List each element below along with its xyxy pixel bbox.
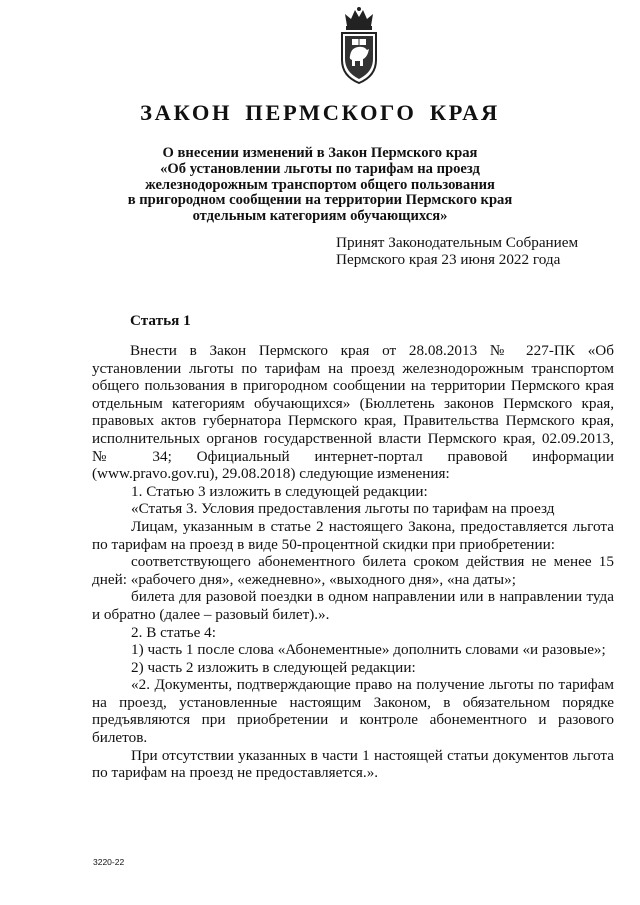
article-paragraph: билета для разовой поездки в одном направлении или в направлении туда и обратно (далее – разовый билет).». <box>92 588 614 623</box>
article-paragraph: Лицам, указанным в статье 2 настоящего Закона, предоставляется льгота по тарифам на проезд в виде 50-процентной скидки при приобретении: <box>92 517 614 553</box>
subtitle-line: железнодорожным транспортом общего пользования <box>145 176 495 193</box>
adoption-note <box>336 235 578 268</box>
article-paragraph: «2. Документы, подтверждающие право на получение льготы по тарифам на проезд, установленные настоящим Законом, в обязательном порядке предъявляются при приобретении и контроле абонементного и разового билетов. <box>92 676 614 747</box>
document-code: 3220-22 <box>93 857 125 867</box>
adoption-line: Пермского края 23 июня 2022 года <box>336 250 561 268</box>
perm-krai-coat-of-arms-emblem <box>336 6 382 86</box>
law-title: ЗАКОН ПЕРМСКОГО КРАЯ <box>140 100 500 125</box>
article-paragraph: «Статья 3. Условия предоставления льготы по тарифам на проезд <box>131 500 555 518</box>
law-subtitle <box>0 146 640 225</box>
article-paragraph: При отсутствии указанных в части 1 настоящей статьи документов льгота по тарифам на проезд не предоставляется.». <box>92 746 614 782</box>
article-paragraph: 2. В статье 4: <box>131 623 216 641</box>
subtitle-line: «Об установлении льготы по тарифам на проезд <box>160 160 480 177</box>
subtitle-line: О внесении изменений в Закон Пермского края <box>162 145 478 161</box>
article-paragraph: 1. Статью 3 изложить в следующей редакции: <box>131 482 428 500</box>
subtitle-line: отдельным категориям обучающихся» <box>192 208 448 225</box>
article-body <box>92 342 614 782</box>
article-heading: Статья 1 <box>130 312 191 329</box>
article-paragraph: 1) часть 1 после слова «Абонементные» дополнить словами «и разовые»; <box>131 641 606 659</box>
adoption-line: Принят Законодательным Собранием <box>336 234 579 251</box>
article-paragraph: соответствующего абонементного билета сроком действия не менее 15 дней: «рабочего дня», «ежедневно», «выходного дня», «на даты»; <box>92 553 614 588</box>
article-paragraph: Внести в Закон Пермского края от 28.08.2013 № 227-ПК «Об установлении льготы по тарифам на проезд железнодорожным транспортом общего пользования в пригородном сообщении на территории Пермского края отдельным категориям обучающихся» (Бюллетень законов Пермского края, правовых актов губернатора Пермского края, Правительства Пермского края, исполнительных органов государственной власти Пермского края, 02.09.2013, № 34; Официальный интернет-портал правовой информации (www.pravo.gov.ru), 29.08.2018) следующие изменения: <box>92 342 614 483</box>
article-paragraph: 2) часть 2 изложить в следующей редакции: <box>131 658 416 676</box>
subtitle-line: в пригородном сообщении на территории Пермского края <box>127 192 513 209</box>
